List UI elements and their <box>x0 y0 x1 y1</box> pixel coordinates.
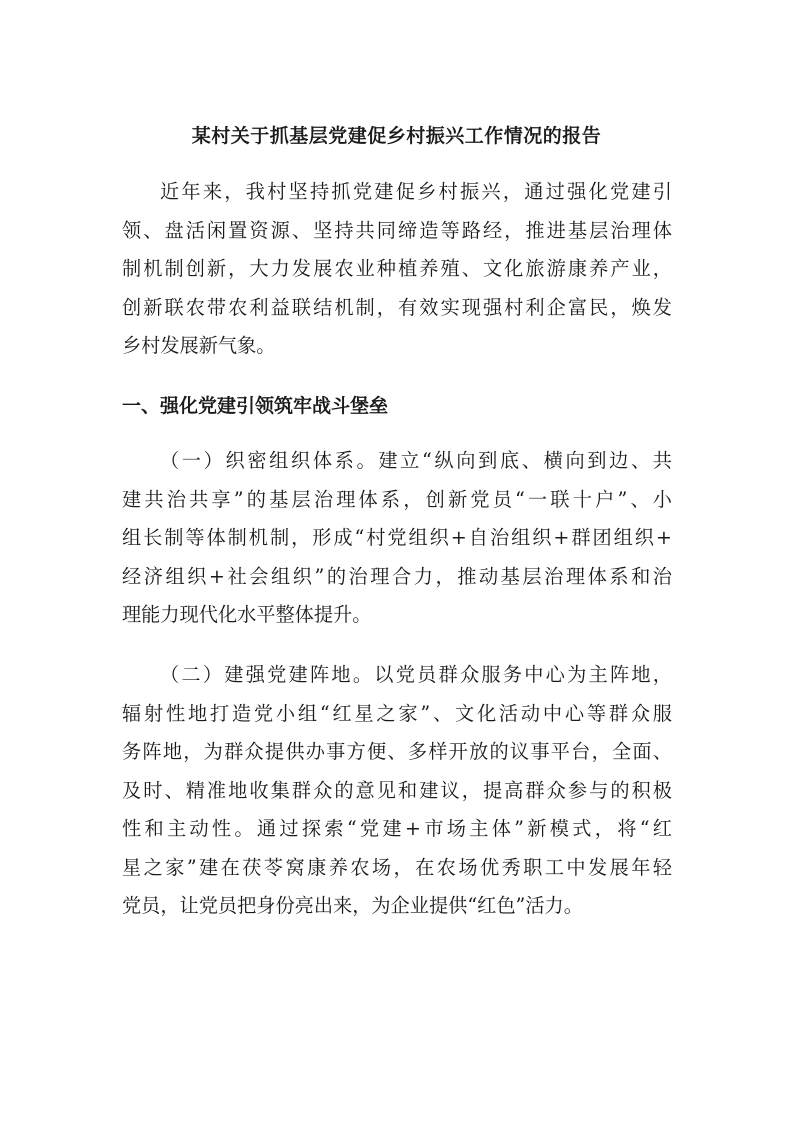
paragraph-position <box>122 656 672 926</box>
intro-paragraph <box>122 173 672 366</box>
paragraph-line: （一）织密组织体系。建立“纵向到底、横向到边、共 <box>160 449 672 472</box>
paragraph-line: （二）建强党建阵地。以党员群众服务中心为主阵地， <box>160 663 672 686</box>
paragraph-line: 党员，让党员把身份亮出来，为企业提供“红色”活力。 <box>122 894 583 917</box>
intro-line: 近年来，我村坚持抓党建促乡村振兴，通过强化党建引 <box>160 180 672 203</box>
paragraph-line: 辐射性地打造党小组“红星之家”、文化活动中心等群众服 <box>122 701 672 725</box>
paragraph-line: 组长制等体制机制，形成“村党组织+自治组织+群团组织+ <box>122 526 672 549</box>
paragraph-line: 务阵地，为群众提供办事方便、多样开放的议事平台，全面、 <box>122 740 672 763</box>
intro-line: 乡村发展新气象。 <box>122 334 276 357</box>
paragraph-organization <box>122 442 672 635</box>
intro-line: 领、盘活闲置资源、坚持共同缔造等路经，推进基层治理体 <box>122 218 672 242</box>
section-heading: 一、强化党建引领筑牢战斗堡垒 <box>122 395 389 417</box>
document-title: 某村关于抓基层党建促乡村振兴工作情况的报告 <box>191 125 602 147</box>
paragraph-line: 理能力现代化水平整体提升。 <box>122 603 372 626</box>
intro-line: 制机制创新，大力发展农业种植养殖、文化旅游康养产业， <box>122 257 672 280</box>
paragraph-line: 经济组织+社会组织”的治理合力，推动基层治理体系和治 <box>122 564 672 588</box>
paragraph-line: 建共治共享”的基层治理体系，创新党员“一联十户”、小 <box>122 487 672 511</box>
paragraph-line: 星之家”建在茯苓窝康养农场，在农场优秀职工中发展年轻 <box>122 855 672 879</box>
paragraph-line: 及时、精准地收集群众的意见和建议，提高群众参与的积极 <box>122 778 672 802</box>
paragraph-line: 性和主动性。通过探索“党建+市场主体”新模式，将“红 <box>122 817 672 840</box>
intro-line: 创新联农带农利益联结机制，有效实现强村利企富民，焕发 <box>122 295 672 319</box>
